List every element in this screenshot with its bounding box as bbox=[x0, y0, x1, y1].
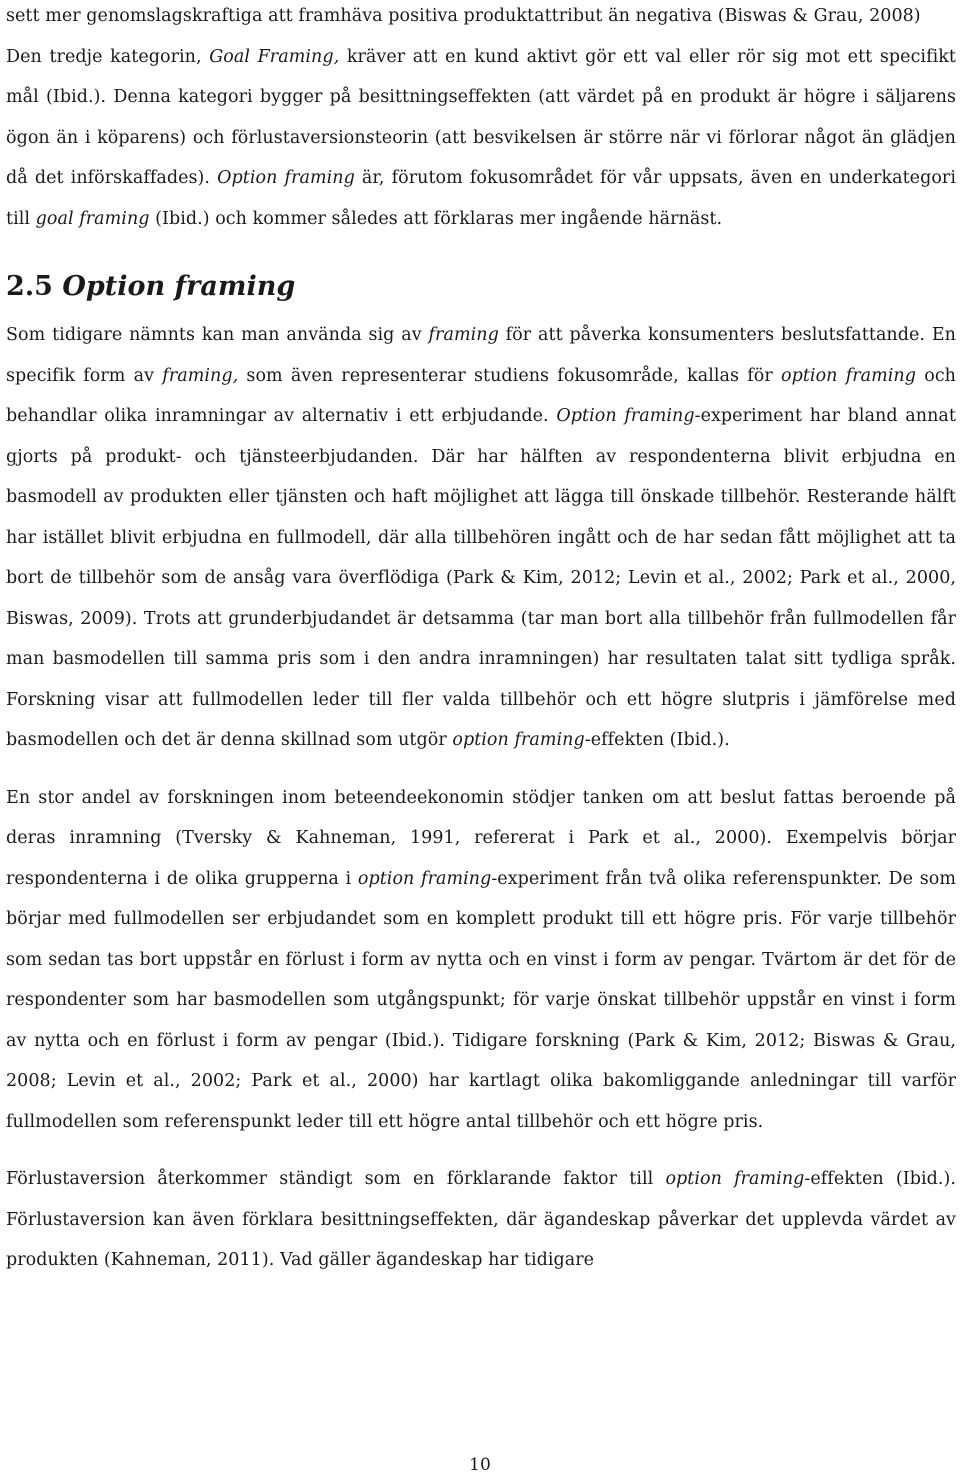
paragraph-option-framing: Som tidigare nämnts kan man använda sig av framing för att påverka konsumenters beslutsfattande. En specifik form av framing, som även representerar studiens fokusområde, kallas för option framing och behandlar olika inramningar av alternativ i ett erbjudande. Option framing-experiment har bland annat gjorts på produkt- och tjänsteerbjudanden. Där har hälften av respondenterna blivit erbjudna en basmodell av produkten eller tjänsten och haft möjlighet att lägga till önskade tillbehör. Resterande hälft har istället blivit erbjudna en fullmodell, där alla tillbehören ingått och de har sedan fått möjlighet att ta bort de tillbehör som de ansåg vara överflödiga (Park & Kim, 2012; Levin et al., 2002; Park et al., 2000, Biswas, 2009). Trots att grunderbjudandet är detsamma (tar man bort alla tillbehör från fullmodellen får man basmodellen till samma pris som i den andra inramningen) har resultaten talat sitt tydliga språk. Forskning visar att fullmodellen leder till fler valda tillbehör och ett högre slutpris i jämförelse med basmodellen och det är denna skillnad som utgör option framing-effekten (Ibid.). bbox=[6, 325, 957, 750]
section-title: Option framing bbox=[62, 271, 296, 302]
document-page bbox=[6, 0, 956, 1281]
section-number: 2.5 bbox=[6, 271, 63, 302]
paragraph-behavioral-economics: En stor andel av forskningen inom beteendeekonomin stödjer tanken om att beslut fattas beroende på deras inramning (Tversky & Kahneman, 1991, refererat i Park et al., 2000). Exempelvis börjar respondenterna i de olika grupperna i option framing-experiment från två olika referenspunkter. De som börjar med fullmodellen ser erbjudandet som en komplett produkt till ett högre pris. För varje tillbehör som sedan tas bort uppstår en förlust i form av nytta och en vinst i form av pengar. Tvärtom är det för de respondenter som har basmodellen som utgångspunkt; för varje önskat tillbehör uppstår en vinst i form av nytta och en förlust i form av pengar (Ibid.). Tidigare forskning (Park & Kim, 2012; Biswas & Grau, 2008; Levin et al., 2002; Park et al., 2000) har kartlagt olika bakomliggande anledningar till varför fullmodellen som referenspunkt leder till ett högre antal tillbehör och ett högre pris. bbox=[6, 787, 956, 1132]
paragraph-loss-aversion: Förlustaversion återkommer ständigt som en förklarande faktor till option framing-effekten (Ibid.). Förlustaversion kan även förklara besittningseffekten, där ägandeskap påverkar det upplevda värdet av produkten (Kahneman, 2011). Vad gäller ägandeskap har tidigare bbox=[6, 1169, 956, 1270]
page-number: 10 bbox=[469, 1455, 491, 1475]
paragraph-intro: sett mer genomslagskraftiga att framhäva positiva produktattribut än negativa (Biswas & Grau, 2008) Den tredje kategorin, Goal Framing, kräver att en kund aktivt gör ett val eller rör sig mot ett specifikt mål (Ibid.). Denna kategori bygger på besittningseffekten (att värdet på en produkt är högre i säljarens ögon än i köparens) och förlustaversionsteorin (att besvikelsen är större när vi förlorar något än glädjen då det införskaffades). Option framing är, förutom fokusområdet för vår uppsats, även en underkategori till goal framing (Ibid.) och kommer således att förklaras mer ingående härnäst. bbox=[6, 6, 956, 229]
section-heading bbox=[6, 265, 956, 309]
